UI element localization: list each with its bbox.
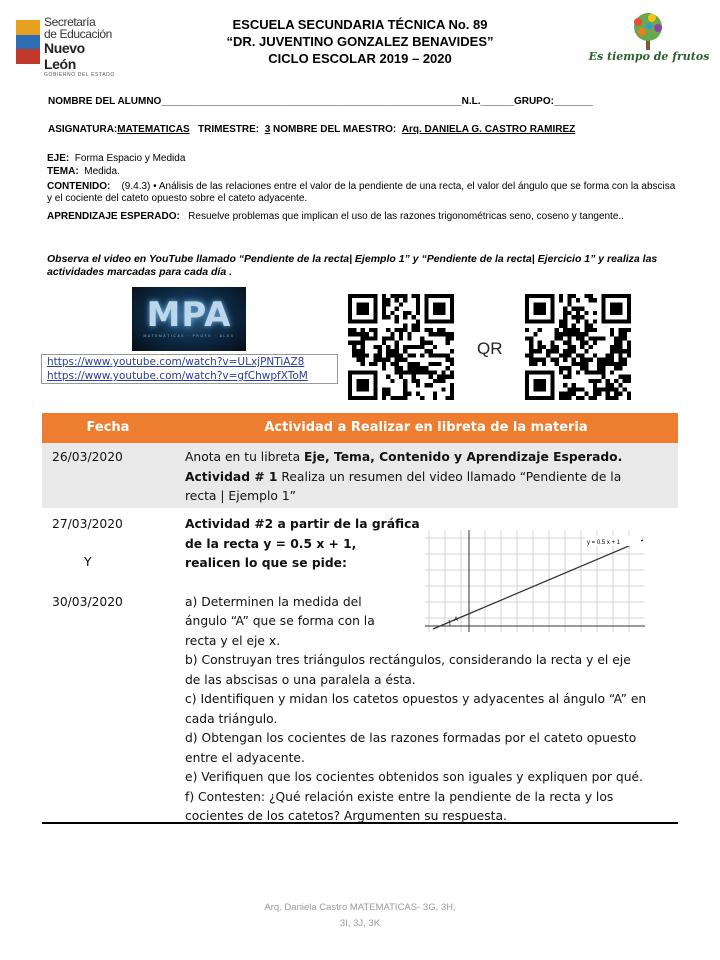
qr-code-1 xyxy=(348,294,454,400)
state-shield-icon xyxy=(16,20,40,64)
row2-date-1: 27/03/2020 xyxy=(52,517,123,531)
sep-logo-line4: GOBIERNO DEL ESTADO xyxy=(44,72,115,78)
group-label: GRUPO: xyxy=(513,96,554,107)
eje-label: EJE: xyxy=(47,153,70,164)
contenido-label: CONTENIDO: xyxy=(47,181,111,192)
school-name: ESCUELA SECUNDARIA TÉCNICA No. 89 xyxy=(232,17,488,32)
row2-title-2: de la recta y = 0.5 x + 1, xyxy=(185,536,357,551)
trimester-label: TRIMESTRE: xyxy=(198,124,260,135)
activity-table-header xyxy=(42,413,678,443)
table-row xyxy=(42,443,678,509)
row1-activity xyxy=(185,448,671,507)
graph-line xyxy=(433,540,643,629)
row2-date-2: 30/03/2020 xyxy=(52,595,123,609)
row1-line1-bold: Eje, Tema, Contenido y Aprendizaje Esperado. xyxy=(304,450,623,464)
angle-arc xyxy=(449,620,450,626)
item-b-1: b) Construyan tres triángulos rectángulos, considerando la recta y el eje xyxy=(185,653,631,667)
item-a-1: a) Determinen la medida del xyxy=(185,594,362,609)
student-name-blank[interactable]: ______________________________________________________ xyxy=(161,96,462,107)
item-d-2: entre el adyacente. xyxy=(185,750,305,765)
school-header xyxy=(160,16,560,67)
video-link-1[interactable]: https://www.youtube.com/watch?v=ULxjPNTiAZ8 xyxy=(47,356,305,368)
teacher-label: NOMBRE DEL MAESTRO: xyxy=(273,124,397,135)
student-line xyxy=(48,96,593,107)
aprendizaje-label: APRENDIZAJE ESPERADO: xyxy=(47,211,180,222)
video-links-box xyxy=(41,354,338,384)
angle-label: A xyxy=(454,617,459,623)
sep-logo-line1: Secretaría xyxy=(44,15,96,29)
row1-date: 26/03/2020 xyxy=(52,450,123,464)
tema-line xyxy=(47,166,677,178)
thumbnail-title: MPA xyxy=(146,295,232,335)
page-footer xyxy=(230,900,490,932)
tree-logo-text: Es tiempo de frutos xyxy=(588,50,710,63)
item-f-2: cocientes de los catetos? Argumenten su respuesta. xyxy=(185,809,507,823)
item-f-1: f) Contesten: ¿Qué relación existe entre la pendiente de la recta y los xyxy=(185,789,614,804)
row2-title-3: realicen lo que se pide: xyxy=(185,556,347,570)
aprendizaje-value: Resuelve problemas que implican el uso de las razones trigonométricas seno, coseno y tangente.. xyxy=(188,211,624,222)
subject-line xyxy=(48,124,575,135)
thumbnail-subtitle: MATEMÁTICAS · PROFE · ALEX xyxy=(143,334,235,338)
video-link-2[interactable]: https://www.youtube.com/watch?v=gfChwpfXToM xyxy=(47,370,308,382)
item-b-2: de las abscisas o una paralela a ésta. xyxy=(185,672,416,687)
sep-logo xyxy=(16,14,120,78)
nl-blank[interactable]: ______ xyxy=(480,96,514,107)
sep-logo-line2: de Educación xyxy=(44,27,112,41)
teacher-value: Arq. DANIELA G. CASTRO RAMIREZ xyxy=(401,124,576,135)
item-a-2: ángulo “A” que se forma con la xyxy=(185,614,375,628)
instruction-text: Observa el video en YouTube llamado “Pendiente de la recta| Ejemplo 1” y “Pendiente de la recta| Ejercicio 1” y realiza las actividades marcadas para cada día . xyxy=(47,253,658,278)
row1-line2-text: Realiza un resumen del video llamado “Pendiente de la xyxy=(277,469,622,484)
row1-line2 xyxy=(185,468,671,488)
column-header-date: Fecha xyxy=(86,420,130,435)
student-name-label: NOMBRE DEL ALUMNO xyxy=(48,96,162,107)
item-d-1: d) Obtengan los cocientes de las razones formadas por el cateto opuesto xyxy=(185,731,637,745)
tema-value: Medida. xyxy=(84,166,120,177)
contenido-line xyxy=(47,181,677,205)
row2-conjunction: Y xyxy=(84,555,92,569)
item-e-1: e) Verifiquen que los cocientes obtenidos son iguales y expliquen por qué. xyxy=(185,770,643,784)
footer-line1: Arq. Daniela Castro MATEMATICAS- 3G, 3H, xyxy=(264,902,456,913)
item-c-1: c) Identifiquen y midan los catetos opuestos y adyacentes al ángulo “A” en xyxy=(185,692,647,706)
column-header-activity: Actividad a Realizar en libreta de la materia xyxy=(264,420,588,435)
row2-title-1: Actividad #2 a partir de la gráfica xyxy=(185,517,420,531)
item-a-3: recta y el eje x. xyxy=(185,633,281,648)
row1-line1 xyxy=(185,448,671,468)
group-blank[interactable]: _______ xyxy=(553,96,593,107)
row1-activity-number: Actividad # 1 xyxy=(185,469,278,484)
qr-code-2 xyxy=(525,294,631,400)
tree-logo xyxy=(584,12,714,70)
tema-label: TEMA: xyxy=(47,166,79,177)
subject-value: MATEMATICAS xyxy=(117,124,190,135)
nl-label: N.L. xyxy=(461,96,481,107)
sep-logo-line3: Nuevo León xyxy=(44,40,85,72)
video-thumbnail[interactable] xyxy=(132,287,246,351)
eje-value: Forma Espacio y Medida xyxy=(74,153,186,164)
aprendizaje-line xyxy=(47,211,677,223)
trimester-value: 3 xyxy=(264,124,271,135)
row1-line1-text: Anota en tu libreta xyxy=(185,450,305,464)
graph-line-label: y = 0.5 x + 1 xyxy=(587,540,621,546)
row1-line3: recta | Ejemplo 1” xyxy=(185,489,297,503)
line-graph xyxy=(425,530,645,632)
subject-label: ASIGNATURA: xyxy=(48,124,118,135)
eje-line xyxy=(47,153,677,165)
footer-line2: 3I, 3J, 3K xyxy=(339,918,381,929)
fruit-tree-icon xyxy=(618,12,678,52)
contenido-value: (9.4.3) • Análisis de las relaciones entre el valor de la pendiente de una recta, el valor del ángulo que se forma con la abscisa y el cociente del cateto opuesto sobre el cateto adyacente. xyxy=(47,181,676,204)
item-c-2: cada triángulo. xyxy=(185,711,278,726)
school-honoree: “DR. JUVENTINO GONZALEZ BENAVIDES” xyxy=(226,34,494,49)
school-cycle: CICLO ESCOLAR 2019 – 2020 xyxy=(268,51,452,66)
qr-label: QR xyxy=(477,339,503,358)
